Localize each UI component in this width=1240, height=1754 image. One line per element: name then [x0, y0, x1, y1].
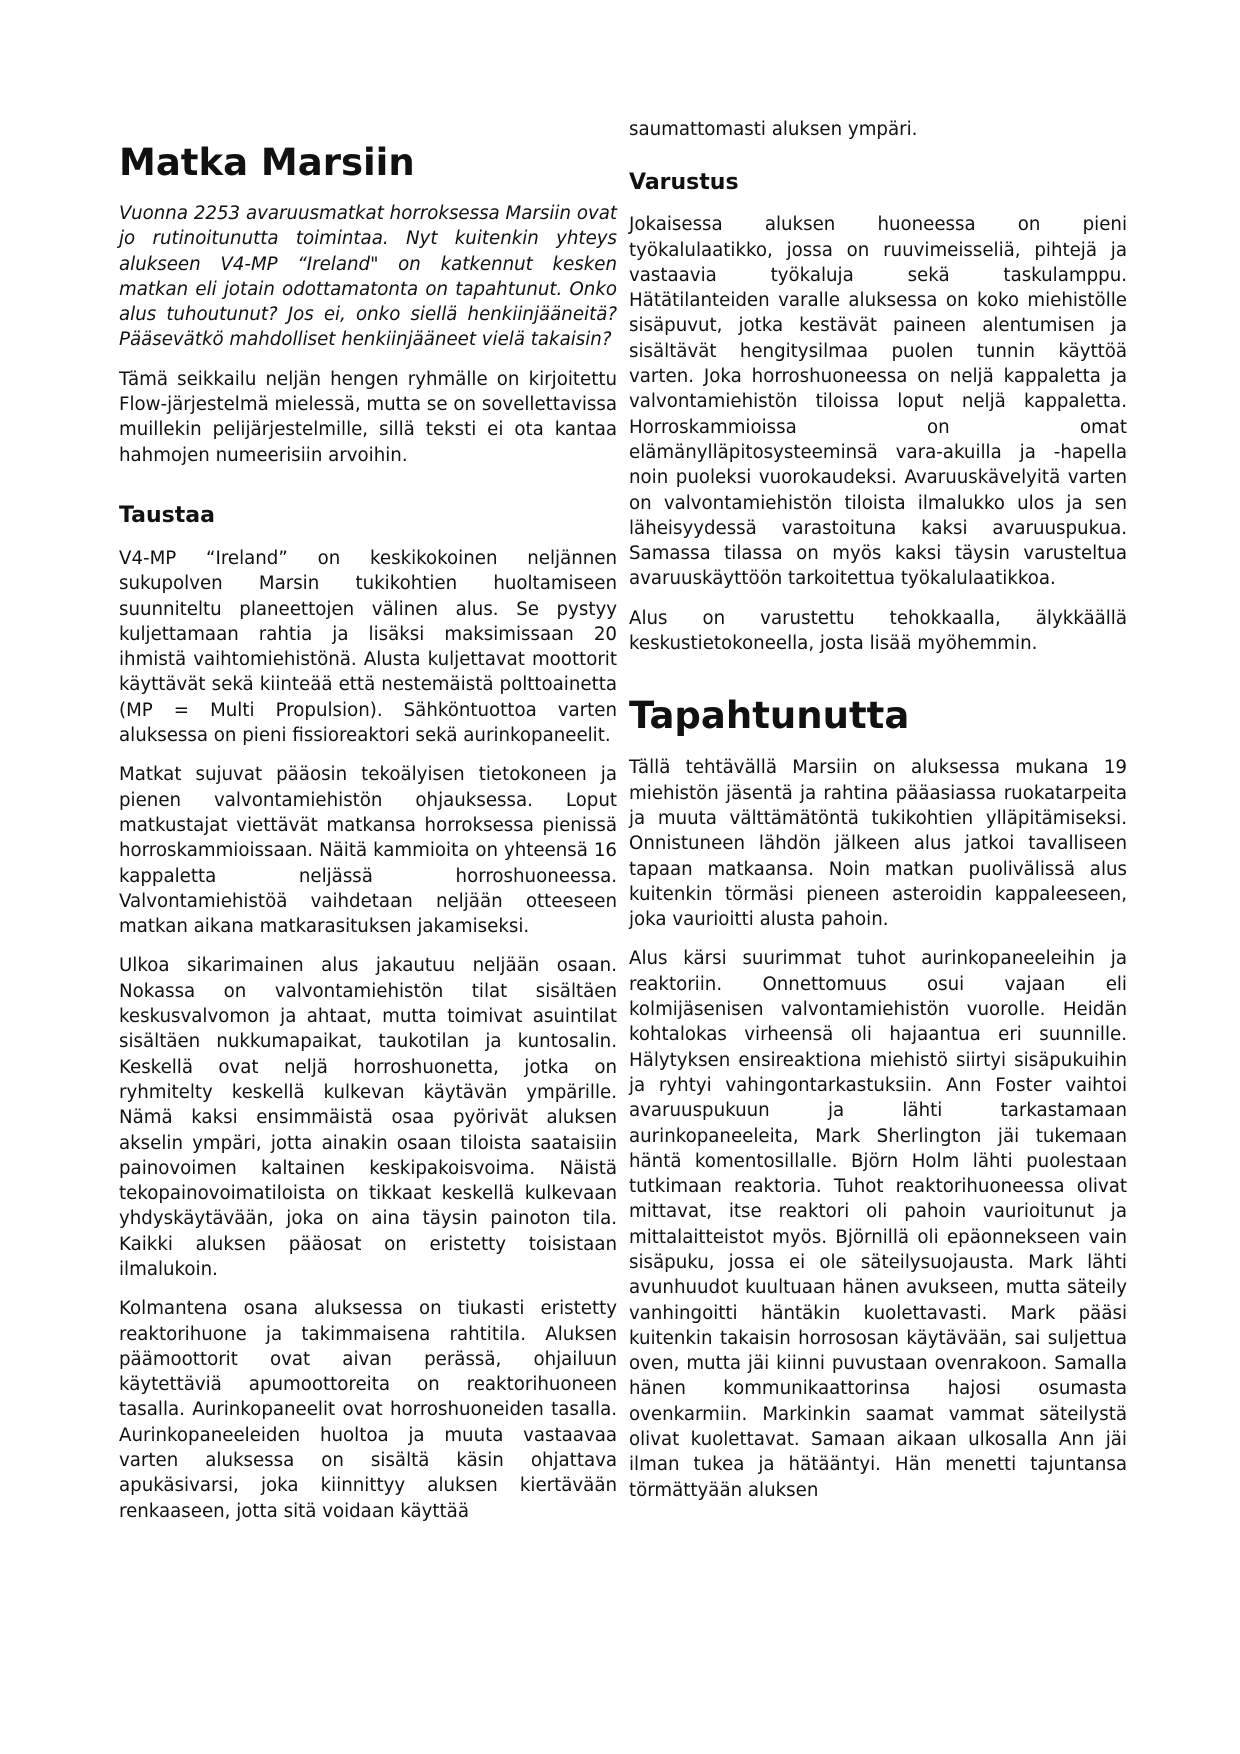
- right-column: [629, 0, 1127, 1503]
- body-paragraph: Tällä tehtävällä Marsiin on aluksessa mukana 19 miehistön jäsentä ja rahtina pääasiassa ruokatarpeita ja muuta välttämätöntä tukikohtien ylläpitämiseksi. Onnistuneen lähdön jälkeen alus jatkoi tavalliseen tapaan matkaansa. Noin matkan puolivälissä alus kuitenkin törmäsi pieneen asteroidin kappaleeseen, joka vaurioitti alusta pahoin.: [629, 757, 1127, 931]
- left-column: [119, 0, 617, 1524]
- lead-paragraph: Vuonna 2253 avaruusmatkat horroksessa Marsiin ovat jo rutinoitunutta toimintaa. Nyt kuitenkin yhteys alukseen V4-MP “Ireland" on katkennut kesken matkan eli jotain odottamatonta on tapahtunut. Onko alus tuhoutunut? Jos ei, onko siellä henkiinjääneitä? Pääsevätkö mahdolliset henkiinjääneet vielä takaisin?: [119, 203, 617, 351]
- intro-paragraph: Tämä seikkailu neljän hengen ryhmälle on kirjoitettu Flow-järjestelmä mielessä, mutta se on sovellettavissa muillekin pelijärjestelmille, sillä teksti ei ota kantaa hahmojen numeerisiin arvoihin.: [119, 368, 617, 466]
- body-paragraph: V4-MP “Ireland” on keskikokoinen neljännen sukupolven Marsin tukikohtien huoltamiseen suunniteltu planeettojen välinen alus. Se pystyy kuljettamaan rahtia ja lisäksi maksimissaan 20 ihmistä vaihtomiehistönä. Alusta kuljettavat moottorit käyttävät sekä kiinteää että nestemäistä polttoainetta (MP = Multi Propulsion). Sähköntuottoa varten aluksessa on pieni fissioreaktori sekä aurinkopaneelit.: [119, 547, 617, 747]
- section-heading-varustus: Varustus: [629, 170, 739, 196]
- page-title: Matka Marsiin: [119, 141, 415, 184]
- body-paragraph: Jokaisessa aluksen huoneessa on pieni työkalulaatikko, jossa on ruuvimeisseliä, pihtejä ja vastaavia työkaluja sekä taskulamppu. Hätätilanteiden varalle aluksessa on koko miehistölle sisäpuvut, jotka kestävät paineen alentumisen ja sisältävät hengitysilmaa puolen tunnin käyttöä varten. Joka horroshuoneessa on neljä kappaletta ja valvontamiehistön tiloissa loput neljä kappaletta. Horroskammioissa on omat elämänylläpitosysteeminsä vara-akuilla ja -hapella noin puoleksi vuorokaudeksi. Avaruuskävelyitä varten on valvontamiehistön tiloista ilmalukko ulos ja sen läheisyydessä varastoituna kaksi avaruuspukua. Samassa tilassa on myös kaksi täysin varusteltua avaruuskäyttöön tarkoitettua työkalulaatikkoa.: [629, 214, 1127, 590]
- body-paragraph-continuation: saumattomasti aluksen ympäri.: [629, 119, 918, 140]
- body-paragraph: Alus kärsi suurimmat tuhot aurinkopaneeleihin ja reaktoriin. Onnettomuus osui vajaan eli kolmijäsenisen valvontamiehistön vuorolle. Heidän kohtalokas virheensä oli hajaantua eri suunnille. Hälytyksen ensireaktiona miehistö siirtyi sisäpukuihin ja ryhtyi vahingontarkastuksiin. Ann Foster vaihtoi avaruuspukuun ja lähti tarkastamaan aurinkopaneeleita, Mark Sherlington jäi tukemaan häntä komentosillalle. Björn Holm lähti puolestaan tutkimaan reaktoria. Tuhot reaktorihuoneessa olivat mittavat, itse reaktori oli pahoin vaurioitunut ja mittalaitteistot myös. Björnillä oli epäonnekseen vain sisäpuku, jossa ei ole säteilysuojausta. Mark lähti avunhuudot kuultuaan hänen avukseen, mutta säteily vanhingoitti häntäkin kuolettavasti. Mark pääsi kuitenkin takaisin horrososan käytävään, sai suljettua oven, mutta jäi kiinni puvustaan ovenrakoon. Samalla hänen kommunikaattorinsa hajosi osumasta ovenkarmiin. Markinkin saamat vammat säteilystä olivat kuolettavat. Samaan aikaan ulkosalla Ann jäi ilman tukea ja hätääntyi. Hän menetti tajuntansa törmättyään aluksen: [629, 948, 1127, 1501]
- section-heading-tapahtunutta: Tapahtunutta: [629, 694, 910, 738]
- body-paragraph: Kolmantena osana aluksessa on tiukasti eristetty reaktorihuone ja takimmaisena rahtitila. Aluksen päämoottorit ovat aivan perässä, ohjailuun käytettäviä apumoottoreita on reaktorihuoneen tasalla. Aurinkopaneelit ovat horroshuoneiden tasalla. Aurinkopaneeleiden huoltoa ja muuta vastaavaa varten aluksessa on sisältä käsin ohjattava apukäsivarsi, joka kiinnittyy aluksen kiertävään renkaaseen, jotta sitä voidaan käyttää: [119, 1298, 617, 1522]
- section-heading-taustaa: Taustaa: [119, 502, 215, 528]
- body-paragraph: Matkat sujuvat pääosin tekoälyisen tietokoneen ja pienen valvontamiehistön ohjauksessa. Loput matkustajat viettävät matkansa horroksessa pienissä horroskammioissaan. Näitä kammioita on yhteensä 16 kappaletta neljässä horroshuoneessa. Valvontamiehistöä vaihdetaan neljään otteeseen matkan aikana matkarasituksen jakamiseksi.: [119, 764, 617, 938]
- body-paragraph: Ulkoa sikarimainen alus jakautuu neljään osaan. Nokassa on valvontamiehistön tilat sisältäen keskusvalvomon ja ahtaat, mutta toimivat asuintilat sisältäen nukkumapaikat, taukotilan ja kuntosalin. Keskellä ovat neljä horroshuonetta, jotka on ryhmitelty keskellä kulkevan käytävän ympärille. Nämä kaksi ensimmäistä osaa pyörivät aluksen akselin ympäri, jotta ainakin osaan tiloista saataisiin painovoimen kaltainen keskipakoisvoima. Näistä tekopainovoimatiloista on tikkaat keskellä kulkevaan yhdyskäytävään, joka on aina täysin painoton tila. Kaikki aluksen pääosat on eristetty toisistaan ilmalukoin.: [119, 955, 617, 1280]
- body-paragraph: Alus on varustettu tehokkaalla, älykkäällä keskustietokoneella, josta lisää myöhemmin.: [629, 607, 1127, 655]
